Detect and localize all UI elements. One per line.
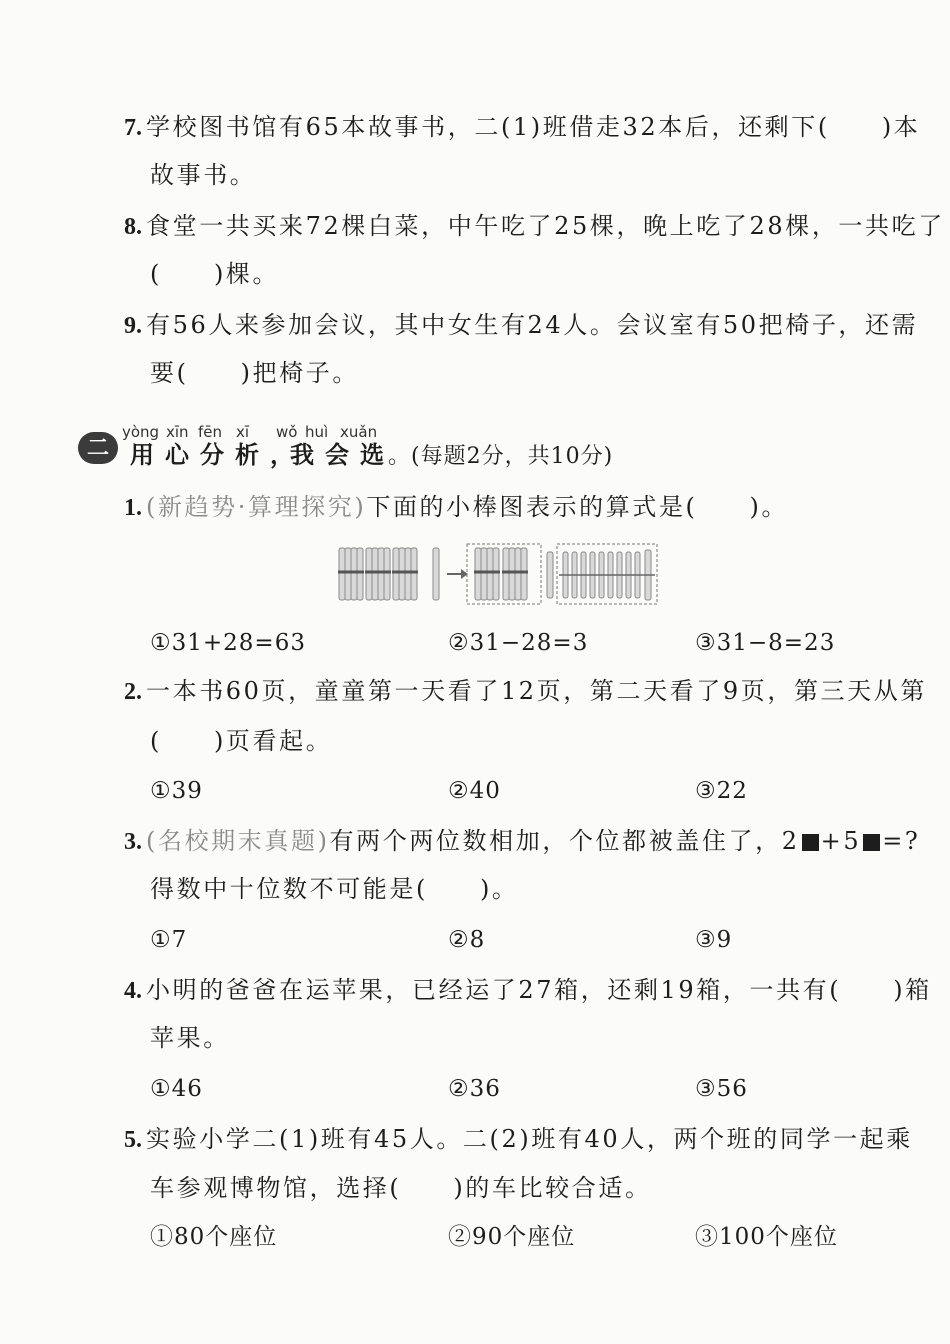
option-3[interactable]: ③56: [695, 1076, 748, 1102]
pinyin: huì: [305, 423, 329, 441]
choice-question-3-line-2: 得数中十位数不可能是( )。: [150, 875, 519, 903]
option-2[interactable]: ②31−28=3: [448, 630, 589, 656]
option-3[interactable]: ③100个座位: [695, 1224, 838, 1250]
choice-question-2-line-2: ( )页看起。: [150, 727, 333, 755]
option-1[interactable]: ①7: [150, 927, 188, 953]
pinyin: xī: [236, 423, 250, 441]
pinyin: yòng: [122, 423, 160, 441]
choice-question-2-line-1: 2. 一本书60页，童童第一天看了12页，第二天看了9页，第三天从第: [124, 677, 927, 705]
option-1[interactable]: ①31+28=63: [150, 630, 306, 656]
stick-bundle-diagram: [337, 542, 661, 606]
choice-question-4-line-2: 苹果。: [150, 1024, 230, 1052]
covered-digit-square: [863, 834, 880, 851]
arrow-icon: [447, 569, 468, 579]
pinyin: xuǎn: [340, 423, 378, 441]
question-7-line-2: 故事书。: [150, 161, 257, 189]
covered-digit-square: [802, 834, 819, 851]
option-2[interactable]: ②36: [448, 1076, 501, 1102]
question-9-line-2: 要( )把椅子。: [150, 359, 359, 387]
option-2[interactable]: ②90个座位: [448, 1224, 576, 1250]
section-badge: 二: [78, 432, 118, 464]
choice-question-4-line-1: 4. 小明的爸爸在运苹果，已经运了27箱，还剩19箱，一共有( )箱: [124, 976, 932, 1004]
pinyin: wǒ: [276, 423, 298, 441]
option-3[interactable]: ③9: [695, 927, 733, 953]
choice-question-3-line-1: 3. (名校期末真题)有两个两位数相加，个位都被盖住了，2 +5 =?: [124, 827, 921, 855]
option-1[interactable]: ①39: [150, 778, 203, 804]
option-1[interactable]: ①80个座位: [150, 1224, 278, 1250]
option-2[interactable]: ②8: [448, 927, 486, 953]
question-8-line-2: ( )棵。: [150, 260, 280, 288]
single-stick: [433, 548, 439, 600]
pinyin: fēn: [198, 423, 223, 441]
question-tag: (新趋势·算理探究): [146, 493, 367, 521]
option-2[interactable]: ②40: [448, 778, 501, 804]
choice-question-5-line-1: 5. 实验小学二(1)班有45人。二(2)班有40人，两个班的同学一起乘: [124, 1125, 913, 1153]
question-tag: (名校期末真题): [146, 827, 330, 855]
stick-bundle-group-left: [339, 548, 417, 600]
question-9-line-1: 9. 有56人来参加会议，其中女生有24人。会议室有50把椅子，还需: [124, 311, 919, 339]
option-3[interactable]: ③31−8=23: [695, 630, 836, 656]
section-title: 用 心 分 析 ，我 会 选 。(每题2分，共10分): [130, 440, 614, 469]
question-8-line-1: 8. 食堂一共买来72棵白菜，中午吃了25棵，晚上吃了28棵，一共吃了: [124, 212, 945, 240]
option-1[interactable]: ①46: [150, 1076, 203, 1102]
choice-question-5-line-2: 车参观博物馆，选择( )的车比较合适。: [150, 1174, 652, 1202]
question-7-line-1: 7. 学校图书馆有65本故事书，二(1)班借走32本后，还剩下( )本: [124, 113, 921, 141]
option-3[interactable]: ③22: [695, 778, 748, 804]
section-score-note: 。(每题2分，共10分): [388, 444, 614, 469]
pinyin: xīn: [166, 423, 189, 441]
choice-question-1-line-1: 1. (新趋势·算理探究)下面的小棒图表示的算式是( )。: [124, 493, 789, 521]
